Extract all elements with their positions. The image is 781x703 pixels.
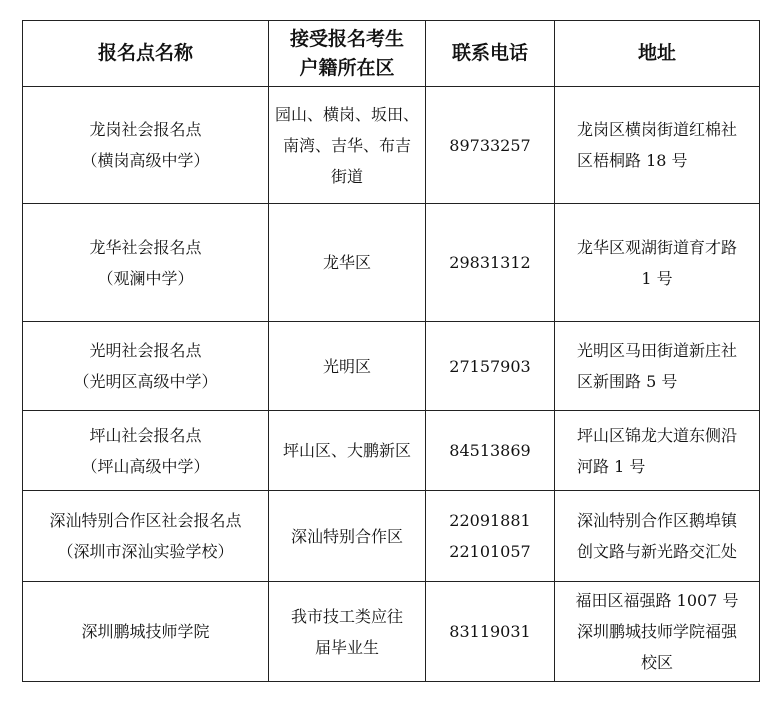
area-cell bbox=[269, 582, 426, 682]
area-line: 届毕业生 bbox=[314, 637, 379, 657]
address-cell bbox=[555, 491, 760, 582]
address-cell bbox=[555, 582, 760, 682]
address-line: 区新围路 5 号 bbox=[576, 372, 678, 391]
site-name: 坪山社会报名点 bbox=[89, 425, 202, 445]
phone-cell bbox=[426, 582, 555, 682]
address-cell bbox=[555, 411, 760, 491]
phone-cell bbox=[426, 491, 555, 582]
header-row bbox=[23, 21, 760, 87]
area-line: 坪山区、大鹏新区 bbox=[282, 441, 411, 460]
address-cell bbox=[555, 87, 760, 204]
header-address: 地址 bbox=[555, 21, 760, 87]
address-block bbox=[577, 505, 737, 567]
area-cell bbox=[269, 491, 426, 582]
phone-number: 89733257 bbox=[449, 135, 531, 155]
phone-number: 27157903 bbox=[449, 356, 531, 376]
area-line: 街道 bbox=[330, 166, 363, 186]
table-row bbox=[23, 491, 760, 582]
area-cell bbox=[269, 411, 426, 491]
address-line: 龙华区观湖街道育才路 bbox=[576, 237, 737, 257]
site-name: 深汕特别合作区社会报名点 bbox=[49, 511, 242, 530]
site-name-cell bbox=[23, 491, 269, 582]
header-phone: 联系电话 bbox=[426, 21, 555, 87]
phone-cell bbox=[426, 204, 555, 322]
address-line: 龙岗区横岗街道红棉社 bbox=[576, 120, 737, 139]
address-line: 坪山区锦龙大道东侧沿 bbox=[576, 425, 737, 445]
table-row bbox=[23, 87, 760, 204]
phone-number: 84513869 bbox=[449, 441, 531, 460]
table-row bbox=[23, 322, 760, 411]
area-cell bbox=[269, 87, 426, 204]
site-school: （横岗高级中学） bbox=[81, 151, 210, 170]
address-line: 深汕特别合作区鹅埠镇 bbox=[576, 511, 737, 530]
phone-number: 22101057 bbox=[449, 542, 531, 561]
area-line: 深汕特别合作区 bbox=[290, 526, 403, 546]
address-block bbox=[577, 420, 737, 482]
table-row bbox=[23, 582, 760, 682]
phone-number: 83119031 bbox=[449, 622, 531, 641]
area-line: 龙华区 bbox=[322, 253, 371, 272]
area-cell bbox=[269, 322, 426, 411]
area-line: 我市技工类应往 bbox=[290, 606, 403, 626]
phone-cell bbox=[426, 411, 555, 491]
header-area-line: 户籍所在区 bbox=[299, 56, 395, 79]
site-name-cell bbox=[23, 204, 269, 322]
area-line: 南湾、吉华、布吉 bbox=[282, 135, 411, 155]
site-school: （深圳市深汕实验学校） bbox=[57, 542, 234, 561]
table-row bbox=[23, 204, 760, 322]
site-name: 龙岗社会报名点 bbox=[89, 120, 202, 139]
address-cell bbox=[555, 204, 760, 322]
site-name: 深圳鹏城技师学院 bbox=[81, 622, 210, 641]
address-line: 校区 bbox=[640, 653, 673, 672]
address-line: 创文路与新光路交汇处 bbox=[576, 542, 737, 561]
site-name-cell bbox=[23, 322, 269, 411]
address-cell bbox=[555, 322, 760, 411]
site-school: （观澜中学） bbox=[97, 268, 194, 288]
site-name-cell bbox=[23, 582, 269, 682]
phone-cell bbox=[426, 322, 555, 411]
site-school: （坪山高级中学） bbox=[81, 456, 210, 476]
phone-number: 22091881 bbox=[449, 511, 531, 530]
area-line: 园山、横岗、坂田、 bbox=[275, 104, 420, 124]
address-line: 区梧桐路 18 号 bbox=[576, 151, 688, 170]
phone-number: 29831312 bbox=[449, 253, 531, 272]
header-area-line: 接受报名考生 bbox=[289, 27, 404, 50]
site-name: 光明社会报名点 bbox=[89, 341, 202, 360]
header-area bbox=[269, 21, 426, 87]
address-block bbox=[577, 114, 737, 176]
site-school: （光明区高级中学） bbox=[73, 372, 218, 391]
table-row bbox=[23, 411, 760, 491]
address-line: 深圳鹏城技师学院福强 bbox=[576, 622, 737, 641]
header-name: 报名点名称 bbox=[23, 21, 269, 87]
address-line: 光明区马田街道新庄社 bbox=[576, 341, 737, 360]
address-line: 福田区福强路 1007 号 bbox=[575, 591, 739, 610]
area-line: 光明区 bbox=[322, 356, 371, 376]
site-name-cell bbox=[23, 87, 269, 204]
site-name: 龙华社会报名点 bbox=[89, 237, 202, 257]
phone-cell bbox=[426, 87, 555, 204]
address-line: 河路 1 号 bbox=[576, 456, 646, 476]
area-cell bbox=[269, 204, 426, 322]
address-line: 1 号 bbox=[641, 268, 673, 288]
site-name-cell bbox=[23, 411, 269, 491]
address-block bbox=[577, 335, 737, 397]
registration-table bbox=[22, 20, 760, 682]
